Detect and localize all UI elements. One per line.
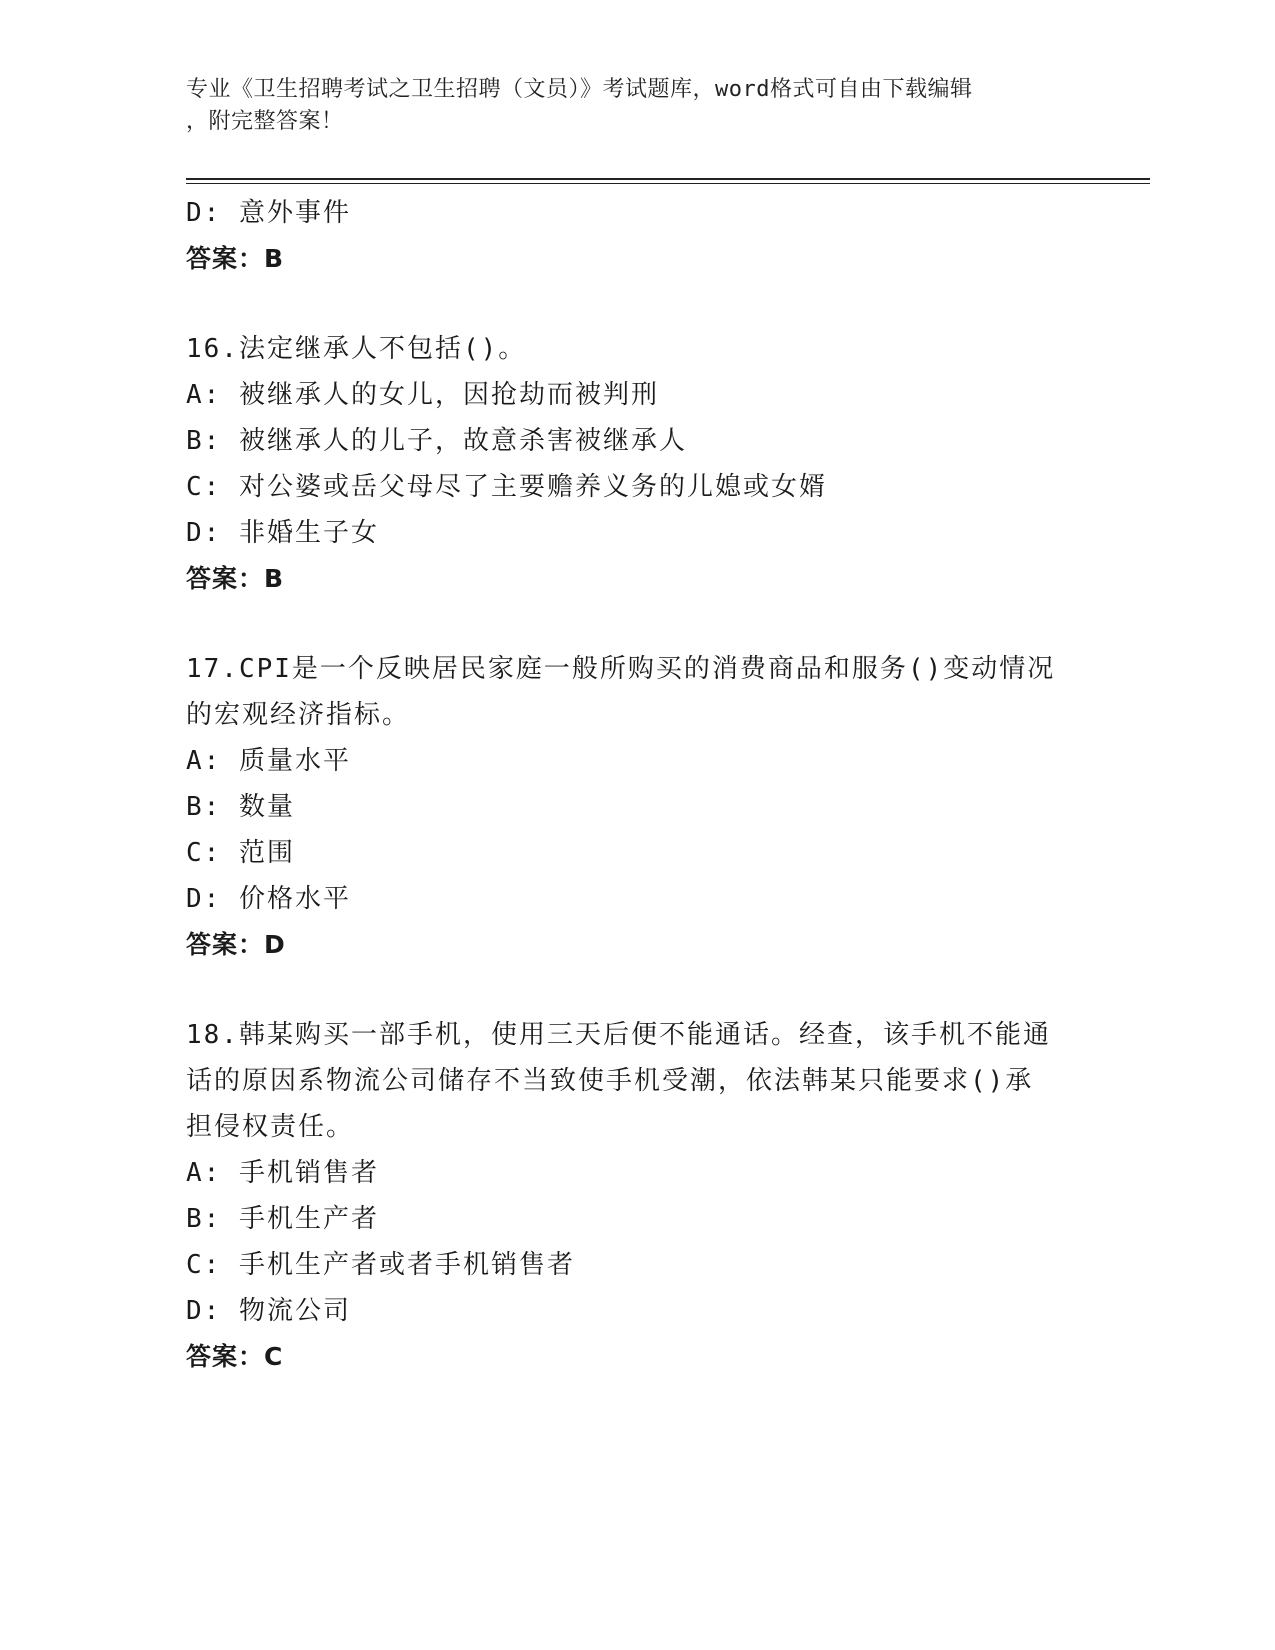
- document-header: [186, 74, 1086, 138]
- option-d: D: 意外事件: [186, 198, 351, 228]
- answer-line: 答案：B: [186, 564, 285, 593]
- option-d: D: 非婚生子女: [186, 518, 379, 548]
- header-line-2: ，附完整答案！: [186, 109, 344, 134]
- option-c: C: 对公婆或岳父母尽了主要赡养义务的儿媳或女婿: [186, 472, 827, 502]
- question-stem-continued: 的宏观经济指标。: [186, 700, 411, 730]
- answer-line: 答案：D: [186, 930, 286, 959]
- question-list: [186, 190, 1086, 1380]
- option-a: A: 质量水平: [186, 746, 351, 776]
- spacer: [186, 602, 1086, 646]
- question-stem: 17.CPI是一个反映居民家庭一般所购买的消费商品和服务()变动情况: [186, 654, 1056, 684]
- question-stem-continued: 担侵权责任。: [186, 1112, 355, 1142]
- question-stem-continued: 话的原因系物流公司储存不当致使手机受潮，依法韩某只能要求()承: [186, 1066, 1034, 1096]
- option-b: B: 数量: [186, 792, 295, 822]
- answer-line: 答案：B: [186, 244, 285, 273]
- option-a: A: 被继承人的女儿，因抢劫而被判刑: [186, 380, 659, 410]
- header-line-1: 专业《卫生招聘考试之卫生招聘（文员）》考试题库，word格式可自由下载编辑: [186, 77, 973, 102]
- answer-line: 答案：C: [186, 1342, 284, 1371]
- question-stem: 18.韩某购买一部手机，使用三天后便不能通话。经查，该手机不能通: [186, 1020, 1051, 1050]
- header-divider-thick: [186, 178, 1150, 180]
- header-divider-thin: [186, 183, 1150, 184]
- option-a: A: 手机销售者: [186, 1158, 379, 1188]
- option-b: B: 被继承人的儿子，故意杀害被继承人: [186, 426, 687, 456]
- option-b: B: 手机生产者: [186, 1204, 379, 1234]
- question-stem: 16.法定继承人不包括()。: [186, 334, 527, 364]
- question-block: [186, 646, 1086, 968]
- spacer: [186, 282, 1086, 326]
- question-block: [186, 326, 1086, 602]
- spacer: [186, 968, 1086, 1012]
- option-c: C: 手机生产者或者手机销售者: [186, 1250, 575, 1280]
- option-d: D: 物流公司: [186, 1296, 351, 1326]
- question-block: [186, 1012, 1086, 1380]
- option-c: C: 范围: [186, 838, 295, 868]
- option-d: D: 价格水平: [186, 884, 351, 914]
